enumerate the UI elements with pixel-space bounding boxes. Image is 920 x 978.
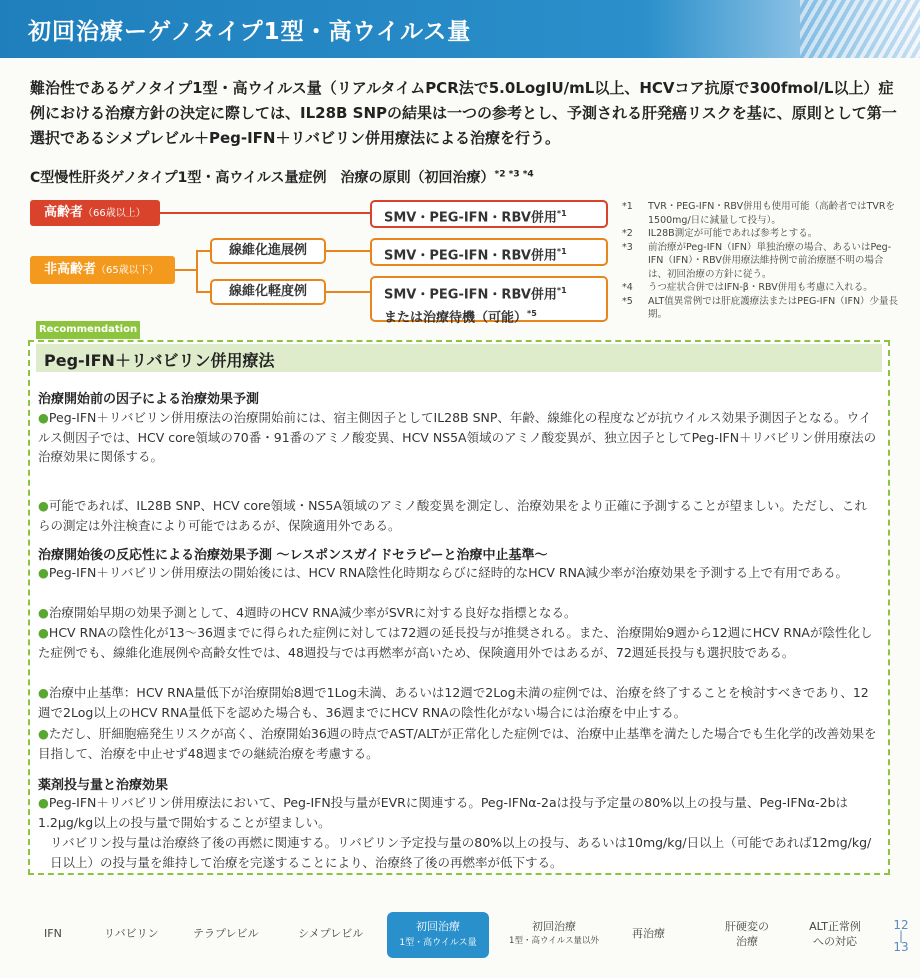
nav-ribavirin[interactable]: リバビリン bbox=[104, 927, 159, 940]
paragraph-text: 治療開始早期の効果予測として、4週時のHCV RNA減少率がSVRに対する良好な指標となる。 bbox=[48, 605, 577, 620]
nav-cirrhosis-line2: 治療 bbox=[736, 935, 758, 948]
footnote-mark: *4 bbox=[622, 282, 633, 293]
flow-title bbox=[30, 167, 534, 187]
paragraph-text: Peg-IFN＋リバビリン併用療法において、Peg-IFN投与量がEVRに関連する。Peg-IFNα-2aは投与予定量の80%以上の投与量、Peg-IFNα-2bは1.2μg/kg以上の投与量で開始することが望ましい。 bbox=[38, 795, 849, 830]
connector-nonelderly bbox=[175, 269, 197, 271]
nav-retreatment[interactable]: 再治療 bbox=[632, 927, 665, 940]
nav-initial-other[interactable] bbox=[509, 919, 599, 949]
regimen-elderly bbox=[370, 200, 608, 228]
bullet-icon: ● bbox=[38, 726, 49, 741]
nonelderly-label bbox=[30, 256, 175, 284]
footnote-mark: *1 bbox=[622, 201, 633, 212]
footnote-3 bbox=[622, 241, 902, 282]
lead-paragraph: 難治性であるゲノタイプ1型・高ウイルス量（リアルタイムPCR法で5.0LogIU/mL以上、HCVコア抗原で300fmol/L以上）症例における治療方針の決定に際しては、IL28B SNPの結果は一つの参考とし、予測される肝発癌リスクを基に、原則として第一選択であるシメプレビル＋Peg-IFN＋リバビリン併用療法による治療を行う。 bbox=[30, 79, 897, 147]
section-title-pretreatment: 治療開始前の因子による治療効果予測 bbox=[38, 392, 260, 407]
nonelderly-label-text: 非高齢者 bbox=[44, 262, 97, 277]
nav-initial-other-line2: 1型・高ウイルス量以外 bbox=[509, 936, 599, 946]
page-number bbox=[889, 918, 913, 954]
nav-active-line1: 初回治療 bbox=[416, 920, 460, 933]
paragraph-text: ただし、肝細胞癌発生リスクが高く、治療開始36週の時点でAST/ALTが正常化した症例では、治療中止基準を満たした場合でも生化学的改善効果を目指して、治療を中止せず48週までの継続治療を考慮する。 bbox=[38, 726, 877, 761]
nav-telaprevir[interactable]: テラプレビル bbox=[193, 927, 259, 940]
regimen-mild-line1: SMV・PEG-IFN・RBV併用 bbox=[384, 287, 557, 303]
bullet-icon: ● bbox=[38, 565, 49, 580]
connector-vertical bbox=[196, 250, 198, 292]
section-title-response-guided: 治療開始後の反応性による治療効果予測 〜レスポンスガイドセラピーと治療中止基準〜 bbox=[38, 548, 548, 563]
footnote-mark: *2 bbox=[622, 228, 633, 239]
bullet-icon: ● bbox=[38, 498, 49, 513]
paragraph-text: 可能であれば、IL28B SNP、HCV core領域・NS5A領域のアミノ酸変異を測定し、治療効果をより正確に予測することが望ましい。ただし、これらの測定は外注検査により可能ではあるが、保険適用外である。 bbox=[38, 498, 867, 533]
footnote-mark: *5 bbox=[622, 295, 633, 307]
regimen-elderly-text: SMV・PEG-IFN・RBV併用 bbox=[384, 210, 557, 226]
page-number-divider: | bbox=[898, 929, 904, 943]
nav-cirrhosis[interactable] bbox=[712, 919, 782, 949]
nonelderly-label-sub: （65歳以下） bbox=[96, 265, 159, 276]
flow-title-sup: *2 *3 *4 bbox=[494, 169, 534, 180]
page-number-bottom: 13 bbox=[893, 940, 909, 954]
nav-initial-genotype1-active[interactable] bbox=[387, 912, 489, 958]
paragraph-text: Peg-IFN＋リバビリン併用療法の開始後には、HCV RNA陰性化時期ならびに経時的なHCV RNA減少率が治療効果を予測する上で有用である。 bbox=[48, 565, 848, 580]
bullet-icon: ● bbox=[38, 625, 49, 640]
regimen-mild-line2: または治療待機（可能） bbox=[384, 310, 528, 326]
footnote-text: うつ症状合併ではIFN-β・RBV併用も考慮に入れる。 bbox=[648, 282, 873, 293]
paragraph-text: Peg-IFN＋リバビリン併用療法の治療開始前には、宿主側因子としてIL28B SNP、年齢、線維化の程度などが抗ウイルス効果予測因子となる。ウイルス側因子では、HCV core領域の70番・91番のアミノ酸変異、HCV NS5A領域のアミノ酸変異が、独立因子としてPeg-IFN＋リバビリン併用療法の治療効果に関係する。 bbox=[38, 410, 877, 464]
bullet-icon: ● bbox=[38, 685, 49, 700]
paragraph bbox=[38, 603, 878, 623]
nav-alt-normal[interactable] bbox=[795, 919, 875, 949]
footnote-text: IL28B測定が可能であれば参考とする。 bbox=[648, 228, 818, 239]
paragraph bbox=[38, 408, 878, 467]
footnote-mark: *3 bbox=[622, 241, 633, 253]
nav-initial-other-line1: 初回治療 bbox=[532, 920, 576, 933]
section-title-dosage: 薬剤投与量と治療効果 bbox=[38, 778, 169, 793]
connector-mild bbox=[326, 291, 370, 293]
paragraph bbox=[38, 683, 878, 722]
regimen-elderly-sup: *1 bbox=[556, 209, 567, 218]
paragraph bbox=[38, 793, 878, 832]
branch-mild: 線維化軽度例 bbox=[210, 279, 326, 305]
regimen-advanced bbox=[370, 238, 608, 266]
branch-advanced: 線維化進展例 bbox=[210, 238, 326, 264]
page-number-top: 12 bbox=[893, 918, 909, 932]
footnote-text: 前治療がPeg-IFN（IFN）単独治療の場合、あるいはPeg-IFN（IFN）・RBV併用療法維持例で前治療歴不明の場合は、初回治療の方針に従う。 bbox=[648, 241, 892, 280]
paragraph bbox=[38, 623, 878, 662]
paragraph: リバビリン投与量は治療終了後の再燃に関連する。リバビリン予定投与量の80%以上の投与、あるいは10mg/kg/日以上（可能であれば12mg/kg/日以上）の投与量を維持して治療を完遂することにより、治療終了後の再燃率が低下する。 bbox=[50, 835, 872, 870]
footnote-1 bbox=[622, 200, 902, 227]
bullet-icon: ● bbox=[38, 410, 49, 425]
page-title: 初回治療ーゲノタイプ1型・高ウイルス量 bbox=[28, 19, 472, 45]
connector-branch2 bbox=[196, 291, 210, 293]
paragraph bbox=[38, 724, 878, 763]
nav-simeprevir[interactable]: シメプレビル bbox=[298, 927, 364, 940]
footnotes bbox=[622, 200, 902, 322]
connector-branch1 bbox=[196, 250, 210, 252]
elderly-label-text: 高齢者 bbox=[44, 205, 84, 220]
regimen-advanced-text: SMV・PEG-IFN・RBV併用 bbox=[384, 248, 557, 264]
recommendation-tag: Recommendation bbox=[36, 321, 140, 339]
paragraph bbox=[38, 496, 878, 535]
footnote-text: TVR・PEG-IFN・RBV併用も使用可能（高齢者ではTVRを1500mg/日に減量して投与）。 bbox=[648, 201, 896, 226]
regimen-mild-sup: *1 bbox=[556, 286, 567, 295]
regimen-mild-sup2: *5 bbox=[527, 309, 537, 319]
footnote-2 bbox=[622, 227, 902, 241]
recommendation-title: Peg-IFN＋リバビリン併用療法 bbox=[44, 351, 275, 370]
nav-cirrhosis-line1: 肝硬変の bbox=[725, 920, 769, 933]
elderly-label bbox=[30, 200, 160, 226]
elderly-label-sub: （66歳以上） bbox=[83, 208, 146, 219]
footnote-4 bbox=[622, 281, 902, 295]
paragraph-text: 治療中止基準：HCV RNA量低下が治療開始8週で1Log未満、あるいは12週で2Log未満の症例では、治療を終了することを検討すべきであり、12週で2Log以上のHCV RNA量低下を認めた場合も、36週までにHCV RNAの陰性化がない場合には治療を中止する。 bbox=[38, 685, 869, 720]
paragraph bbox=[38, 563, 878, 583]
nav-alt-normal-line2: への対応 bbox=[813, 935, 857, 948]
nav-active-line2: 1型・高ウイルス量 bbox=[399, 938, 477, 948]
header-decoration bbox=[800, 0, 920, 58]
regimen-mild bbox=[370, 276, 608, 326]
bullet-icon: ● bbox=[38, 795, 49, 810]
paragraph-text: HCV RNAの陰性化が13〜36週までに得られた症例に対しては72週の延長投与が推奨される。また、治療開始9週から12週にHCV RNAが陰性化した症例でも、線維化進展例や高齢女性では、48週投与では再燃率が高いため、保険適用外ではあるが、72週延長投与も選択肢である。 bbox=[38, 625, 873, 660]
connector-advanced bbox=[326, 250, 370, 252]
connector-elderly bbox=[160, 212, 370, 214]
nav-alt-normal-line1: ALT正常例 bbox=[809, 920, 861, 933]
footnote-5 bbox=[622, 295, 902, 322]
nav-ifn[interactable]: IFN bbox=[44, 927, 62, 940]
regimen-advanced-sup: *1 bbox=[556, 247, 567, 256]
flow-title-text: C型慢性肝炎ゲノタイプ1型・高ウイルス量症例 治療の原則（初回治療） bbox=[30, 170, 495, 186]
bullet-icon: ● bbox=[38, 605, 49, 620]
footnote-text: ALT值異常例では肝庇護療法またはPEG-IFN（IFN）少量長期。 bbox=[648, 295, 899, 320]
